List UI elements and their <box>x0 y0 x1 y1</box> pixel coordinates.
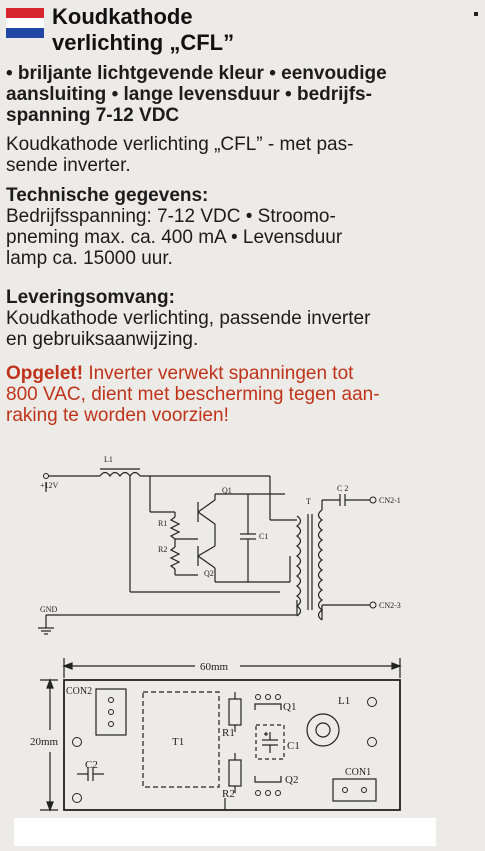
features-line-1: • briljante lichtgevende kleur • eenvoudige <box>6 63 387 84</box>
warning-line-1: Opgelet! Inverter verwekt spanningen tot <box>6 363 354 384</box>
schematic-l1-label: L1 <box>104 455 113 464</box>
pcb-t1-label: T1 <box>172 736 185 748</box>
schematic-cn23-label: CN2-3 <box>379 601 401 610</box>
description <box>6 134 353 176</box>
pcb-con1-label: CON1 <box>345 767 372 778</box>
product-title <box>52 4 234 56</box>
warning-line-2: 800 VAC, dient met bescherming tegen aan- <box>6 384 380 405</box>
schematic-cn21-label: CN2-1 <box>379 496 401 505</box>
circuit-schematic <box>0 450 485 650</box>
schematic-c1-label: C1 <box>259 532 269 541</box>
dutch-flag-icon <box>6 8 44 38</box>
schematic-gnd-label: GND <box>40 605 58 614</box>
schematic-r1-label: R1 <box>158 519 168 528</box>
delivery-line-1: Koudkathode verlichting, passende inverter <box>6 308 371 329</box>
title-line-2: verlichting „CFL” <box>52 30 235 55</box>
delivery-heading: Leveringsomvang: <box>6 287 175 308</box>
features-list <box>6 63 387 126</box>
delivery-section <box>6 287 370 350</box>
specs-heading: Technische gegevens: <box>6 185 209 206</box>
schematic-q1-label: Q1 <box>222 486 232 495</box>
warning-section <box>6 363 380 426</box>
schematic-q2-label: Q2 <box>204 569 214 578</box>
print-mark <box>474 12 478 16</box>
pcb-height-label: 20mm <box>30 736 59 748</box>
pcb-q2-label: Q2 <box>285 774 299 786</box>
pcb-width-label: 60mm <box>200 661 229 673</box>
warning-label: Opgelet! <box>6 363 84 384</box>
description-line-1: Koudkathode verlichting „CFL” - met pas- <box>6 134 354 155</box>
specs-line-2: pneming max. ca. 400 mA • Levensduur <box>6 227 343 248</box>
pcb-r2-label: R2 <box>222 788 235 800</box>
blank-strip <box>14 818 436 846</box>
specs-line-3: lamp ca. 15000 uur. <box>6 248 173 269</box>
description-line-2: sende inverter. <box>6 155 131 176</box>
specs-section <box>6 185 342 269</box>
schematic-plus12-label: +12V <box>40 481 59 490</box>
schematic-t-label: T <box>306 497 311 506</box>
pcb-c1-label: C1 <box>287 740 300 752</box>
features-line-3: spanning 7-12 VDC <box>6 105 180 126</box>
delivery-line-2: en gebruiksaanwijzing. <box>6 329 199 350</box>
pcb-c2-label: C2 <box>85 759 98 771</box>
schematic-c2-label: C 2 <box>337 484 349 493</box>
title-line-1: Koudkathode <box>52 4 193 29</box>
pcb-con2-label: CON2 <box>66 686 93 697</box>
pcb-l1-label: L1 <box>338 695 351 707</box>
pcb-layout <box>0 652 485 818</box>
pcb-r1-label: R1 <box>222 727 235 739</box>
pcb-q1-label: Q1 <box>283 701 297 713</box>
warning-line-3: raking te worden voorzien! <box>6 405 229 426</box>
schematic-r2-label: R2 <box>158 545 168 554</box>
features-line-2: aansluiting • lange levensduur • bedrijfs- <box>6 84 372 105</box>
specs-line-1: Bedrijfsspanning: 7-12 VDC • Stroomo- <box>6 206 336 227</box>
